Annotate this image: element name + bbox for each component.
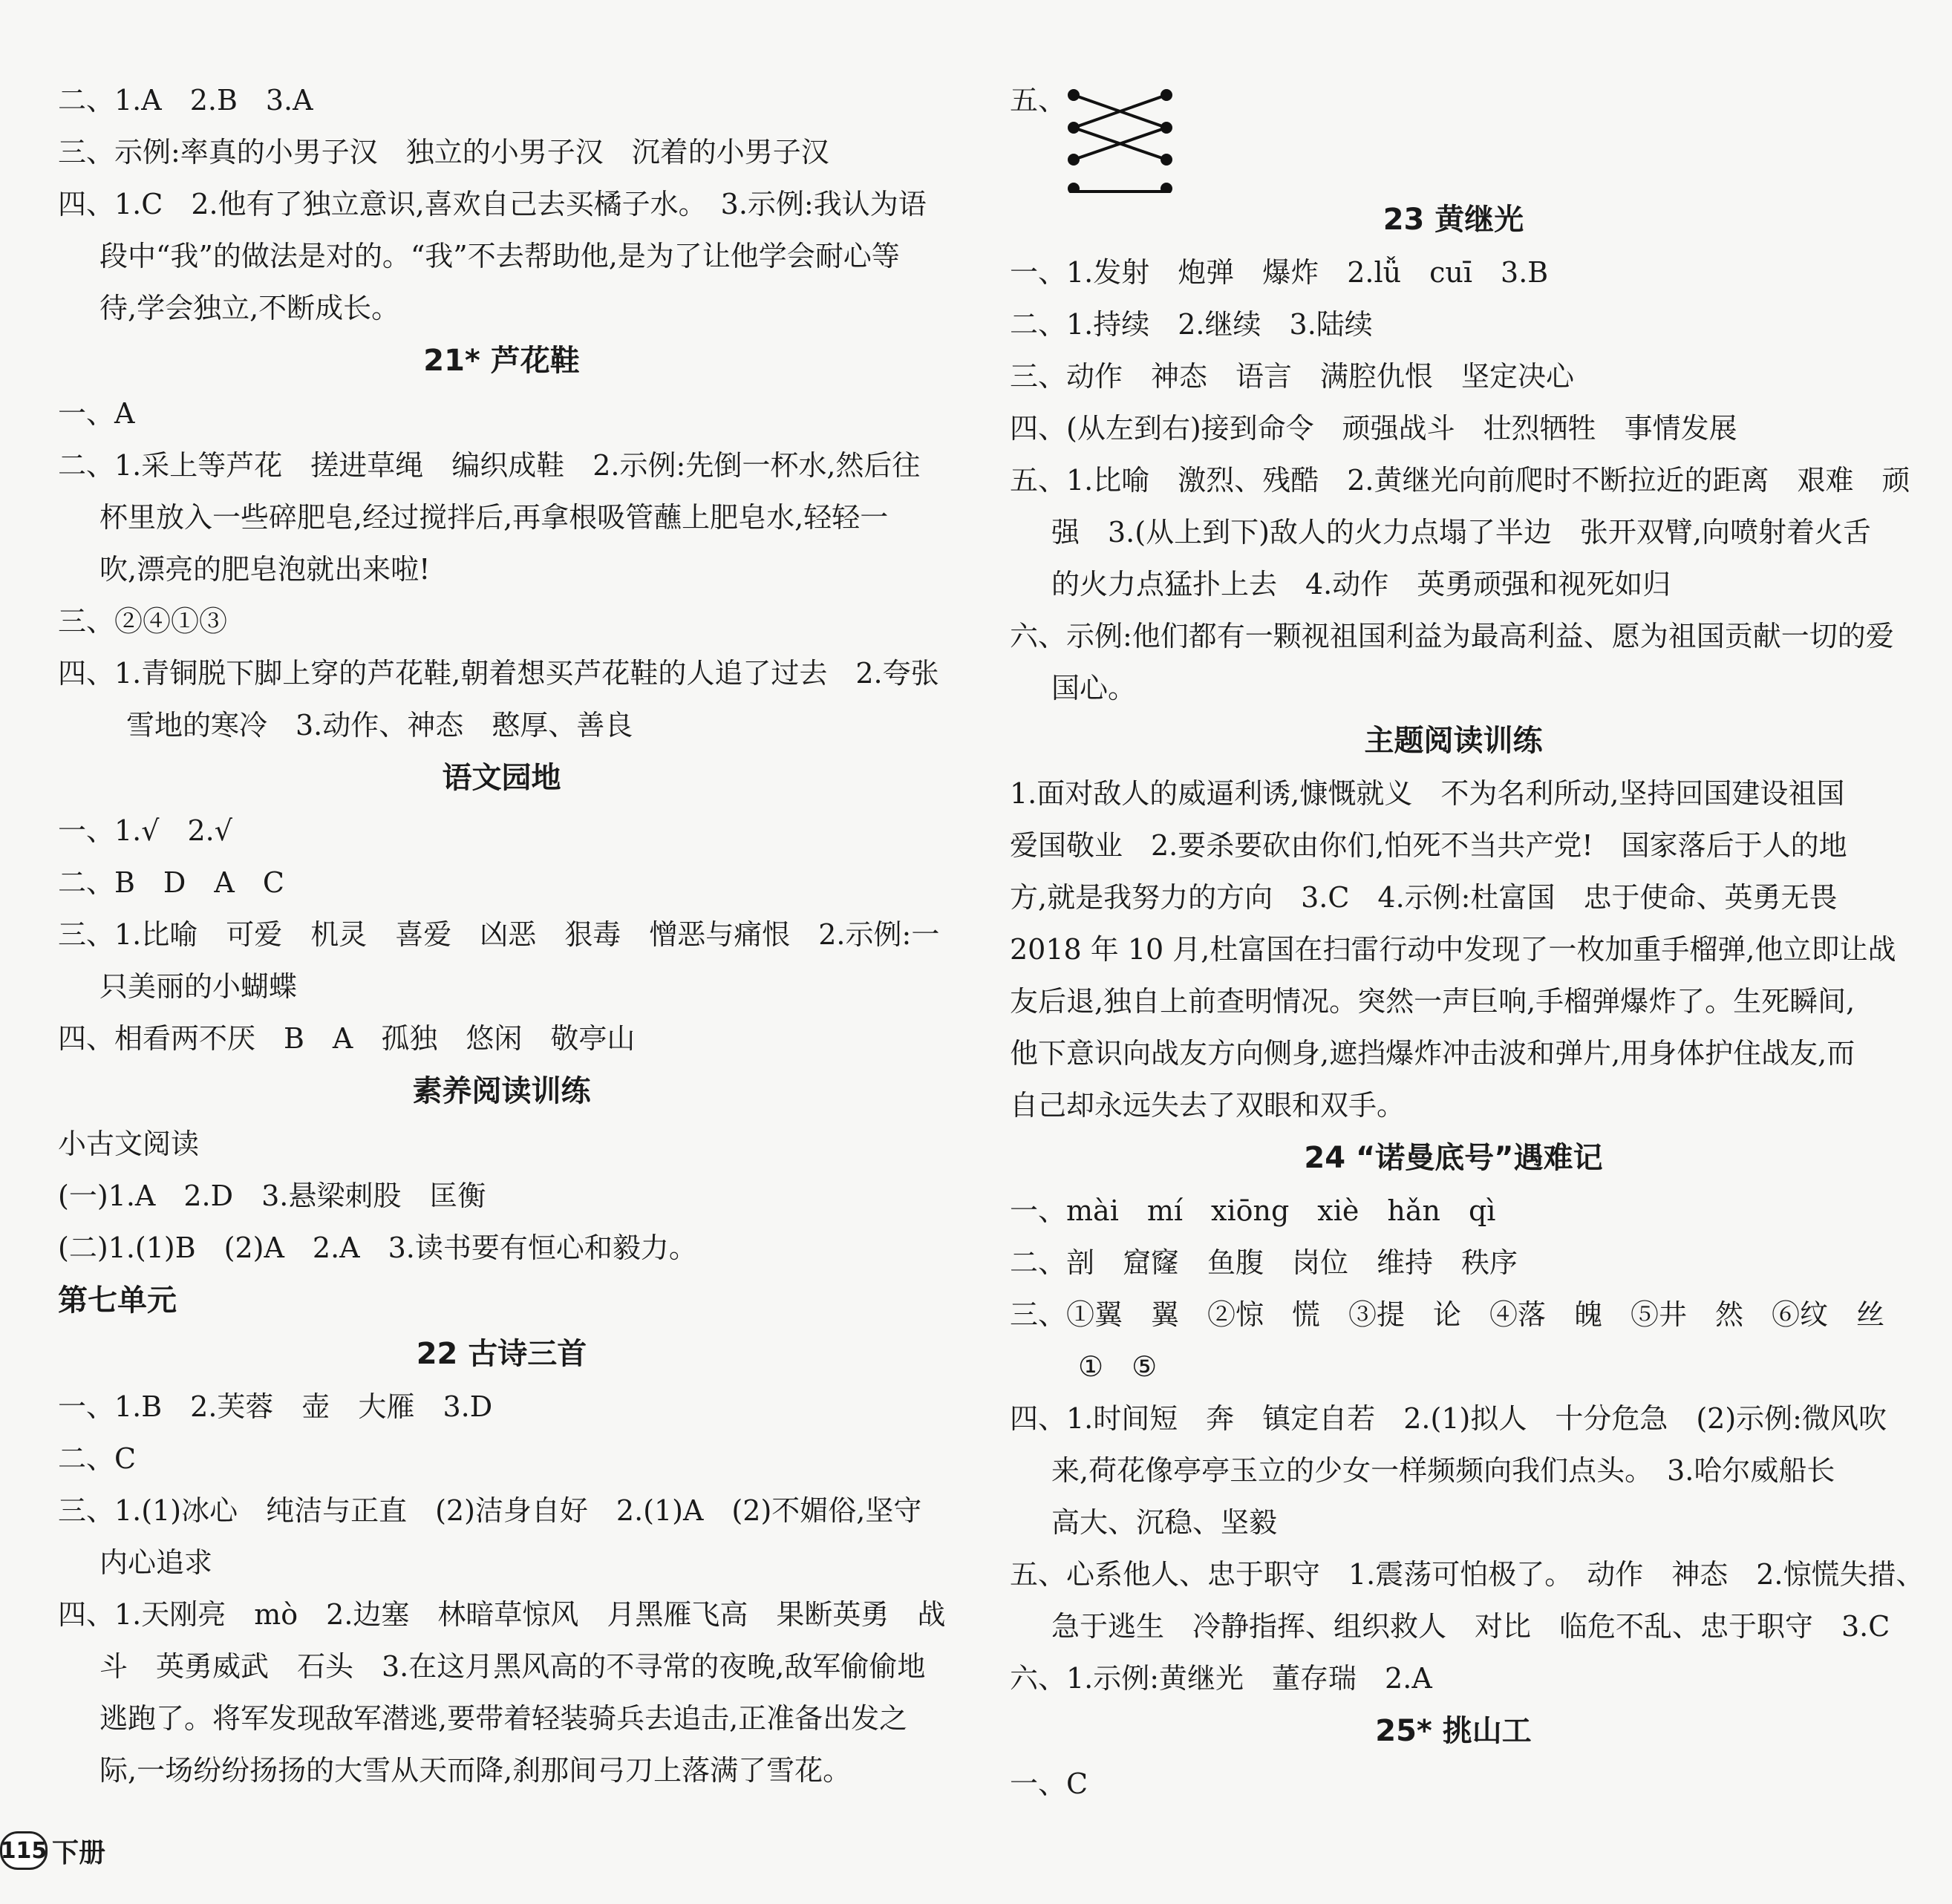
answer-line: 一、C [1010, 1767, 1088, 1800]
answer-line: 2018 年 10 月,杜富国在扫雷行动中发现了一枚加重手榴弹,他立即让战 [1010, 933, 1896, 966]
answer-line: 雪地的寒冷 3.动作、神态 憨厚、善良 [126, 709, 633, 742]
answer-line: 方,就是我努力的方向 3.C 4.示例:杜富国 忠于使命、英勇无畏 [1010, 881, 1838, 914]
right-text-block [1010, 193, 1925, 1810]
answer-line: 吹,漂亮的肥皂泡就出来啦! [99, 553, 431, 586]
answer-line: 他下意识向战友方向侧身,遮挡爆炸冲击波和弹片,用身体护住战友,而 [1010, 1037, 1855, 1070]
answer-line: 的火力点猛扑上去 4.动作 英勇顽强和视死如归 [1051, 568, 1671, 601]
answer-line: 三、1.比喻 可爱 机灵 喜爱 凶恶 狠毒 憎恶与痛恨 2.示例:一 [58, 918, 940, 951]
answer-line: 一、mài mí xiōng xiè hǎn qì [1010, 1194, 1496, 1227]
left-column [58, 74, 945, 1796]
answer-line: 待,学会独立,不断成长。 [99, 292, 400, 324]
section-heading: 23 黄继光 [1383, 203, 1524, 237]
match-dot [1162, 123, 1171, 132]
page-footer [0, 1825, 105, 1877]
answer-line: 强 3.(从上到下)敌人的火力点塌了半边 张开双臂,向喷射着火舌 [1051, 516, 1871, 549]
answer-line: 四、(从左到右)接到命令 顽强战斗 壮烈牺牲 事情发展 [1010, 412, 1737, 445]
answer-line: 五、1.比喻 激烈、残酷 2.黄继光向前爬时不断拉近的距离 艰难 顽 [1010, 464, 1910, 497]
answer-line: 逃跑了。将军发现敌军潜逃,要带着轻装骑兵去追击,正准备出发之 [99, 1702, 908, 1735]
match-dot [1069, 91, 1078, 99]
answer-line: 一、1.B 2.芙蓉 壶 大雁 3.D [58, 1390, 493, 1423]
answer-line: 三、①翼 翼 ②惊 慌 ③提 论 ④落 魄 ⑤井 然 ⑥纹 丝 [1010, 1298, 1885, 1331]
answer-line: 三、1.(1)冰心 纯洁与正直 (2)洁身自好 2.(1)A (2)不媚俗,坚守 [58, 1494, 922, 1527]
section-heading: 22 古诗三首 [416, 1337, 587, 1371]
matching-lines-diagram [1066, 74, 1215, 193]
section-heading: 主题阅读训练 [1364, 724, 1543, 758]
answer-line: 六、1.示例:黄继光 董存瑞 2.A [1010, 1662, 1432, 1695]
section-heading: 25* 挑山工 [1375, 1714, 1532, 1748]
answer-line: 四、1.C 2.他有了独立意识,喜欢自己去买橘子水。 3.示例:我认为语 [58, 188, 927, 220]
unit-heading: 第七单元 [58, 1283, 177, 1318]
answer-line: (一)1.A 2.D 3.悬梁刺股 匡衡 [58, 1180, 486, 1212]
answer-line: 小古文阅读 [58, 1128, 200, 1160]
answer-line: 二、C [58, 1442, 137, 1475]
answer-line: 段中“我”的做法是对的。“我”不去帮助他,是为了让他学会耐心等 [99, 240, 900, 272]
answer-line: 高大、沉稳、坚毅 [1051, 1506, 1278, 1539]
answer-line: 一、1.√ 2.√ [58, 814, 232, 847]
right-column [1010, 74, 1925, 1810]
matching-exercise [1010, 74, 1897, 193]
match-dot [1162, 155, 1171, 164]
matching-label: 五、 [1010, 84, 1067, 117]
answer-line: 二、1.A 2.B 3.A [58, 84, 313, 117]
answer-line: 一、A [58, 397, 135, 430]
answer-line: 友后退,独自上前查明情况。突然一声巨响,手榴弹爆炸了。生死瞬间, [1010, 985, 1855, 1018]
answer-line: 一、1.发射 炮弹 爆炸 2.lǚ cuī 3.B [1010, 256, 1549, 289]
volume-label: 下册 [52, 1837, 106, 1868]
answer-line: 五、心系他人、忠于职守 1.震荡可怕极了。 动作 神态 2.惊慌失措、 [1010, 1558, 1925, 1591]
answer-line: 四、1.天刚亮 mò 2.边塞 林暗草惊风 月黑雁飞高 果断英勇 战 [58, 1598, 946, 1631]
answer-line: 际,一场纷纷扬扬的大雪从天而降,刹那间弓刀上落满了雪花。 [99, 1754, 852, 1787]
answer-line: (二)1.(1)B (2)A 2.A 3.读书要有恒心和毅力。 [58, 1231, 697, 1264]
page-number: 115 [0, 1831, 48, 1870]
answer-line: 六、示例:他们都有一颗视祖国利益为最高利益、愿为祖国贡献一切的爱 [1010, 620, 1894, 652]
answer-line: 三、示例:率真的小男子汉 独立的小男子汉 沉着的小男子汉 [58, 136, 829, 169]
match-dot [1069, 184, 1078, 193]
match-dot [1069, 155, 1078, 164]
answer-line: 四、相看两不厌 B A 孤独 悠闲 敬亭山 [58, 1022, 636, 1055]
match-dot [1162, 184, 1171, 193]
answer-line: 二、1.持续 2.继续 3.陆续 [1010, 308, 1373, 341]
answer-line: 国心。 [1051, 672, 1137, 704]
answer-line: 内心追求 [99, 1546, 213, 1579]
match-dot [1162, 91, 1171, 99]
answer-line: 只美丽的小蝴蝶 [99, 970, 298, 1003]
answer-line: 四、1.青铜脱下脚上穿的芦花鞋,朝着想买芦花鞋的人追了过去 2.夸张 [58, 657, 939, 690]
answer-line: 四、1.时间短 奔 镇定自若 2.(1)拟人 十分危急 (2)示例:微风吹 [1010, 1402, 1887, 1435]
answer-line: ① ⑤ [1078, 1350, 1158, 1383]
answer-line: 二、B D A C [58, 866, 284, 899]
answer-line: 三、动作 神态 语言 满腔仇恨 坚定决心 [1010, 360, 1575, 393]
answer-line: 斗 英勇威武 石头 3.在这月黑风高的不寻常的夜晚,敌军偷偷地 [99, 1650, 926, 1683]
answer-line: 爱国敬业 2.要杀要砍由你们,怕死不当共产党! 国家落后于人的地 [1010, 829, 1847, 862]
answer-line: 来,荷花像亭亭玉立的少女一样频频向我们点头。 3.哈尔威船长 [1051, 1454, 1835, 1487]
match-dot [1069, 123, 1078, 132]
answer-line: 二、1.采上等芦花 搓进草绳 编织成鞋 2.示例:先倒一杯水,然后往 [58, 449, 921, 482]
answer-line: 三、②④①③ [58, 605, 228, 638]
answer-line: 急于逃生 冷静指挥、组织救人 对比 临危不乱、忠于职守 3.C [1051, 1610, 1890, 1643]
answer-line: 1.面对敌人的威逼利诱,慷慨就义 不为名利所动,坚持回国建设祖国 [1010, 777, 1845, 810]
section-heading: 语文园地 [442, 761, 561, 795]
answer-line: 二、剖 窟窿 鱼腹 岗位 维持 秩序 [1010, 1246, 1518, 1279]
answer-line: 自己却永远失去了双眼和双手。 [1010, 1089, 1406, 1122]
answer-line: 杯里放入一些碎肥皂,经过搅拌后,再拿根吸管蘸上肥皂水,轻轻一 [99, 501, 889, 534]
section-heading: 素养阅读训练 [412, 1074, 591, 1108]
section-heading: 21* 芦花鞋 [423, 344, 580, 378]
section-heading: 24 “诺曼底号”遇难记 [1304, 1141, 1603, 1175]
